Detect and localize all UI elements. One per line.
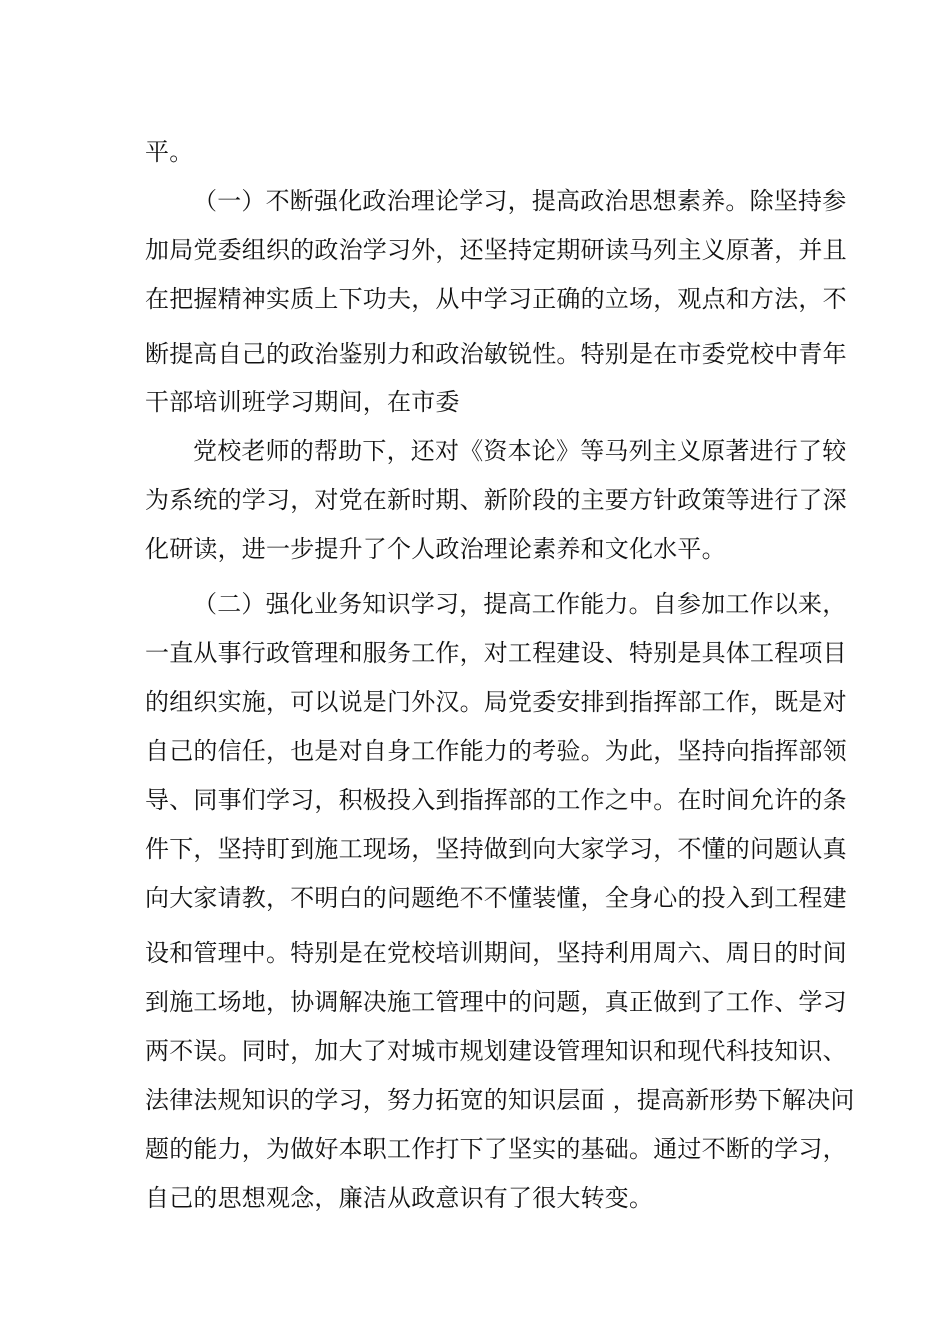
text-line: （一）不断强化政治理论学习，提高政治思想素养。除坚持参 — [193, 187, 847, 215]
text-line: 一直从事行政管理和服务工作，对工程建设、特别是具体工程项目 — [145, 639, 847, 667]
text-line: 法律法规知识的学习，努力拓宽的知识层面 ，提高新形势下解决问 — [145, 1086, 855, 1114]
text-line: 为系统的学习，对党在新时期、新阶段的主要方针政策等进行了深 — [145, 486, 847, 514]
text-line: 题的能力，为做好本职工作打下了坚实的基础。通过不断的学习， — [145, 1135, 847, 1163]
text-line: 向大家请教，不明白的问题绝不不懂装懂，全身心的投入到工程建 — [145, 884, 847, 912]
text-line: 件下，坚持盯到施工现场，坚持做到向大家学习，不懂的问题认真 — [145, 835, 847, 863]
text-line: 两不误。同时，加大了对城市规划建设管理知识和现代科技知识、 — [145, 1037, 847, 1065]
text-line: 断提高自己的政治鉴别力和政治敏锐性。特别是在市委党校中青年 — [145, 340, 847, 368]
text-line: 化研读，进一步提升了个人政治理论素养和文化水平。 — [145, 535, 726, 563]
text-line: 自己的思想观念，廉洁从政意识有了很大转变。 — [145, 1184, 654, 1212]
text-line: 干部培训班学习期间，在市委 — [145, 388, 460, 416]
text-line: 到施工场地，协调解决施工管理中的问题，真正做到了工作、学习 — [145, 988, 847, 1016]
text-line: 在把握精神实质上下功夫，从中学习正确的立场，观点和方法，不 — [145, 285, 847, 313]
text-line: 设和管理中。特别是在党校培训期间，坚持利用周六、周日的时间 — [145, 939, 847, 967]
text-line: （二）强化业务知识学习，提高工作能力。自参加工作以来， — [193, 590, 847, 618]
text-line: 加局党委组织的政治学习外，还坚持定期研读马列主义原著，并且 — [145, 236, 847, 264]
text-line: 导、同事们学习，积极投入到指挥部的工作之中。在时间允许的条 — [145, 786, 847, 814]
text-line: 自己的信任，也是对自身工作能力的考验。为此，坚持向指挥部领 — [145, 737, 847, 765]
text-line: 平。 — [145, 138, 194, 166]
text-line: 党校老师的帮助下，还对《资本论》等马列主义原著进行了较 — [193, 437, 847, 465]
text-line: 的组织实施，可以说是门外汉。局党委安排到指挥部工作，既是对 — [145, 688, 847, 716]
